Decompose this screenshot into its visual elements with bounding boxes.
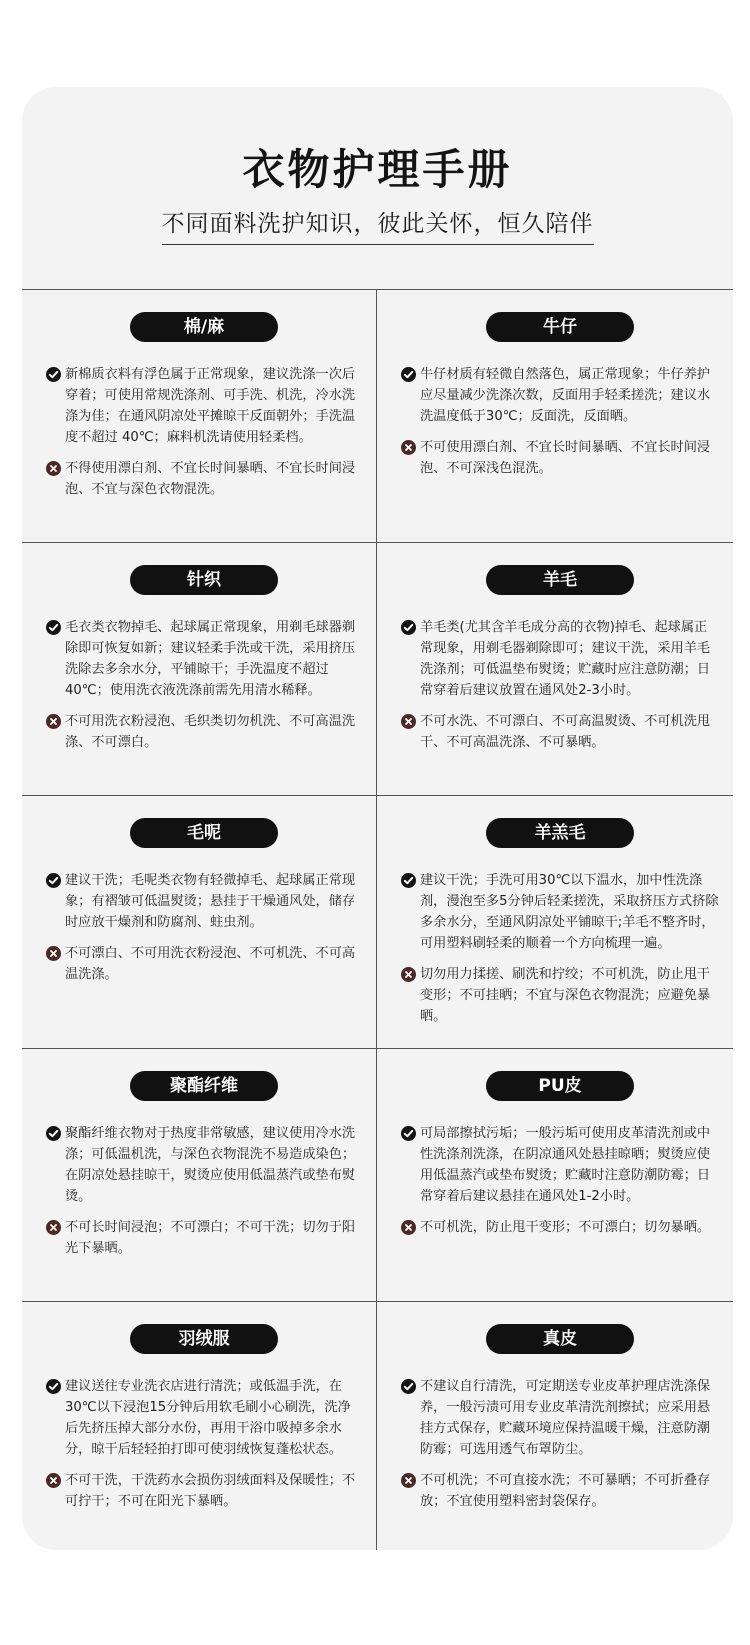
fabric-name-badge: 棉/麻: [130, 312, 278, 342]
fabric-name-badge: 真皮: [486, 1324, 634, 1354]
cross-circle-icon: [401, 714, 416, 729]
care-do-item: [401, 364, 719, 427]
care-manual-card: [22, 87, 733, 1550]
fabric-name-badge: 聚酯纤维: [130, 1071, 278, 1101]
care-do-text: 聚酯纤维衣物对于热度非常敏感，建议使用冷水洗涤；可低温机洗，与深色衣物混洗不易造成染色；在阴凉处悬挂晾干，熨烫应使用低温蒸汽或垫布熨烫。: [65, 1126, 356, 1204]
fabric-section: [377, 1302, 733, 1550]
check-circle-icon: [401, 1379, 416, 1394]
care-dont-item: [401, 964, 719, 1027]
fabric-name-badge: 羊毛: [486, 565, 634, 595]
care-dont-text: 不可机洗，防止甩干变形；不可漂白；切勿暴晒。: [420, 1220, 711, 1235]
care-dont-text: 不得使用漂白剂、不宜长时间暴晒、不宜长时间浸泡、不宜与深色衣物混洗。: [65, 461, 356, 497]
care-do-item: [401, 870, 719, 954]
care-dont-item: [46, 943, 362, 985]
care-dont-item: [401, 1470, 719, 1512]
fabric-row: [22, 796, 733, 1049]
care-dont-text: 不可长时间浸泡；不可漂白；不可干洗；切勿于阳光下暴晒。: [65, 1220, 356, 1256]
care-dont-text: 不可机洗；不可直接水洗；不可暴晒；不可折叠存放；不宜使用塑料密封袋保存。: [420, 1473, 711, 1509]
fabric-name-badge: 针织: [130, 565, 278, 595]
fabric-row: [22, 1049, 733, 1302]
fabric-section: [22, 1049, 377, 1301]
care-do-text: 新棉质衣料有浮色属于正常现象，建议洗涤一次后穿着；可使用常规洗涤剂、可手洗、机洗，冷水洗涤为佳；在通风阴凉处平摊晾干反面朝外；手洗温度不超过 40℃；麻料机洗请使用轻柔档。: [65, 367, 356, 445]
fabric-section: [377, 1049, 733, 1301]
check-circle-icon: [401, 367, 416, 382]
fabric-section: [22, 543, 377, 795]
check-circle-icon: [46, 620, 61, 635]
check-circle-icon: [401, 873, 416, 888]
care-do-item: [401, 1123, 719, 1207]
fabric-name-badge: 牛仔: [486, 312, 634, 342]
fabric-section: [22, 1302, 377, 1550]
check-circle-icon: [401, 1126, 416, 1141]
fabric-section: [377, 796, 733, 1048]
care-dont-text: 不可漂白、不可用洗衣粉浸泡、不可机洗、不可高温洗涤。: [65, 946, 356, 982]
fabric-row: [22, 1302, 733, 1550]
care-do-item: [46, 870, 362, 933]
cross-circle-icon: [46, 1220, 61, 1235]
care-do-text: 可局部擦拭污垢；一般污垢可使用皮革清洗剂或中性洗涤剂洗涤，在阴凉通风处悬挂晾晒；熨烫应使用低温蒸汽或垫布熨烫；贮藏时注意防潮防霉；日常穿着后建议悬挂在通风处1-2小时。: [420, 1126, 711, 1204]
fabric-name-badge: PU皮: [486, 1071, 634, 1101]
care-dont-text: 不可干洗，干洗药水会损伤羽绒面料及保暖性；不可拧干；不可在阳光下暴晒。: [65, 1473, 356, 1509]
check-circle-icon: [401, 620, 416, 635]
care-do-text: 不建议自行清洗，可定期送专业皮革护理店洗涤保养，一般污渍可用专业皮革清洗剂擦拭；应采用悬挂方式保存，贮藏环境应保持温暖干燥，注意防潮防霉；可选用透气布罩防尘。: [420, 1379, 711, 1457]
check-circle-icon: [46, 1126, 61, 1141]
care-dont-text: 不可使用漂白剂、不宜长时间暴晒、不宜长时间浸泡、不可深浅色混洗。: [420, 440, 711, 476]
page-subtitle: 不同面料洗护知识，彼此关怀，恒久陪伴: [162, 205, 594, 245]
care-do-item: [46, 1123, 362, 1207]
check-circle-icon: [46, 1379, 61, 1394]
care-dont-item: [401, 1217, 719, 1238]
care-do-item: [46, 617, 362, 701]
care-do-text: 牛仔材质有轻微自然落色，属正常现象；牛仔养护应尽量减少洗涤次数，反面用手轻柔搓洗；建议水洗温度低于30℃；反面洗，反面晒。: [420, 367, 711, 424]
fabric-row: [22, 290, 733, 543]
care-do-text: 毛衣类衣物掉毛、起球属正常现象，用剃毛球器剃除即可恢复如新；建议轻柔手洗或干洗，采用挤压洗除去多余水分，平铺晾干；手洗温度不超过40℃；使用洗衣液洗涤前需先用清水稀释。: [65, 620, 356, 698]
care-do-item: [46, 364, 362, 448]
page-title: 衣物护理手册: [242, 145, 513, 194]
care-do-item: [46, 1376, 362, 1460]
care-do-text: 建议干洗；毛呢类衣物有轻微掉毛、起球属正常现象；有褶皱可低温熨烫；悬挂于干燥通风处，储存时应放干燥剂和防腐剂、蛀虫剂。: [65, 873, 356, 930]
fabric-name-badge: 羽绒服: [130, 1324, 278, 1354]
cross-circle-icon: [46, 946, 61, 961]
cross-circle-icon: [46, 1473, 61, 1488]
care-dont-text: 不可用洗衣粉浸泡、毛织类切勿机洗、不可高温洗涤、不可漂白。: [65, 714, 356, 750]
care-dont-item: [46, 1217, 362, 1259]
care-do-text: 建议干洗；手洗可用30℃以下温水，加中性洗涤剂，漫泡至多5分钟后轻柔搓洗，采取挤压方式挤除多余水分，至通风阴凉处平铺晾干;羊毛不整齐时，可用塑料刷轻柔的顺着一个方向梳理一遍。: [420, 873, 719, 951]
care-do-item: [401, 1376, 719, 1460]
care-dont-text: 不可水洗、不可漂白、不可高温熨烫、不可机洗甩干、不可高温洗涤、不可暴晒。: [420, 714, 711, 750]
care-dont-item: [46, 458, 362, 500]
fabric-section: [377, 290, 733, 542]
care-dont-item: [401, 711, 719, 753]
fabric-section: [22, 796, 377, 1048]
cross-circle-icon: [401, 1220, 416, 1235]
cross-circle-icon: [46, 461, 61, 476]
cross-circle-icon: [401, 1473, 416, 1488]
care-do-text: 羊毛类(尤其含羊毛成分高的衣物)掉毛、起球属正常现象，用剃毛器剃除即可；建议干洗，采用羊毛洗涤剂；可低温垫布熨烫；贮藏时应注意防潮；日常穿着后建议放置在通风处2-3小时。: [420, 620, 711, 698]
fabric-row: [22, 543, 733, 796]
care-dont-text: 切勿用力揉搓、刷洗和拧绞；不可机洗，防止甩干变形；不可挂晒；不宜与深色衣物混洗；应避免暴晒。: [420, 967, 711, 1024]
fabric-name-badge: 毛呢: [130, 818, 278, 848]
cross-circle-icon: [401, 967, 416, 982]
care-dont-item: [46, 711, 362, 753]
check-circle-icon: [46, 367, 61, 382]
check-circle-icon: [46, 873, 61, 888]
fabric-grid: [22, 289, 733, 1550]
cross-circle-icon: [46, 714, 61, 729]
subtitle-wrap: [22, 205, 733, 245]
fabric-section: [377, 543, 733, 795]
fabric-section: [22, 290, 377, 542]
cross-circle-icon: [401, 440, 416, 455]
care-dont-item: [401, 437, 719, 479]
care-do-item: [401, 617, 719, 701]
fabric-name-badge: 羊羔毛: [486, 818, 634, 848]
care-do-text: 建议送往专业洗衣店进行清洗；或低温手洗，在30℃以下浸泡15分钟后用软毛刷小心刷洗，洗净后先挤压掉大部分水份，再用干浴巾吸掉多余水分，晾干后轻轻拍打即可使羽绒恢复蓬松状态。: [65, 1379, 351, 1457]
care-dont-item: [46, 1470, 362, 1512]
